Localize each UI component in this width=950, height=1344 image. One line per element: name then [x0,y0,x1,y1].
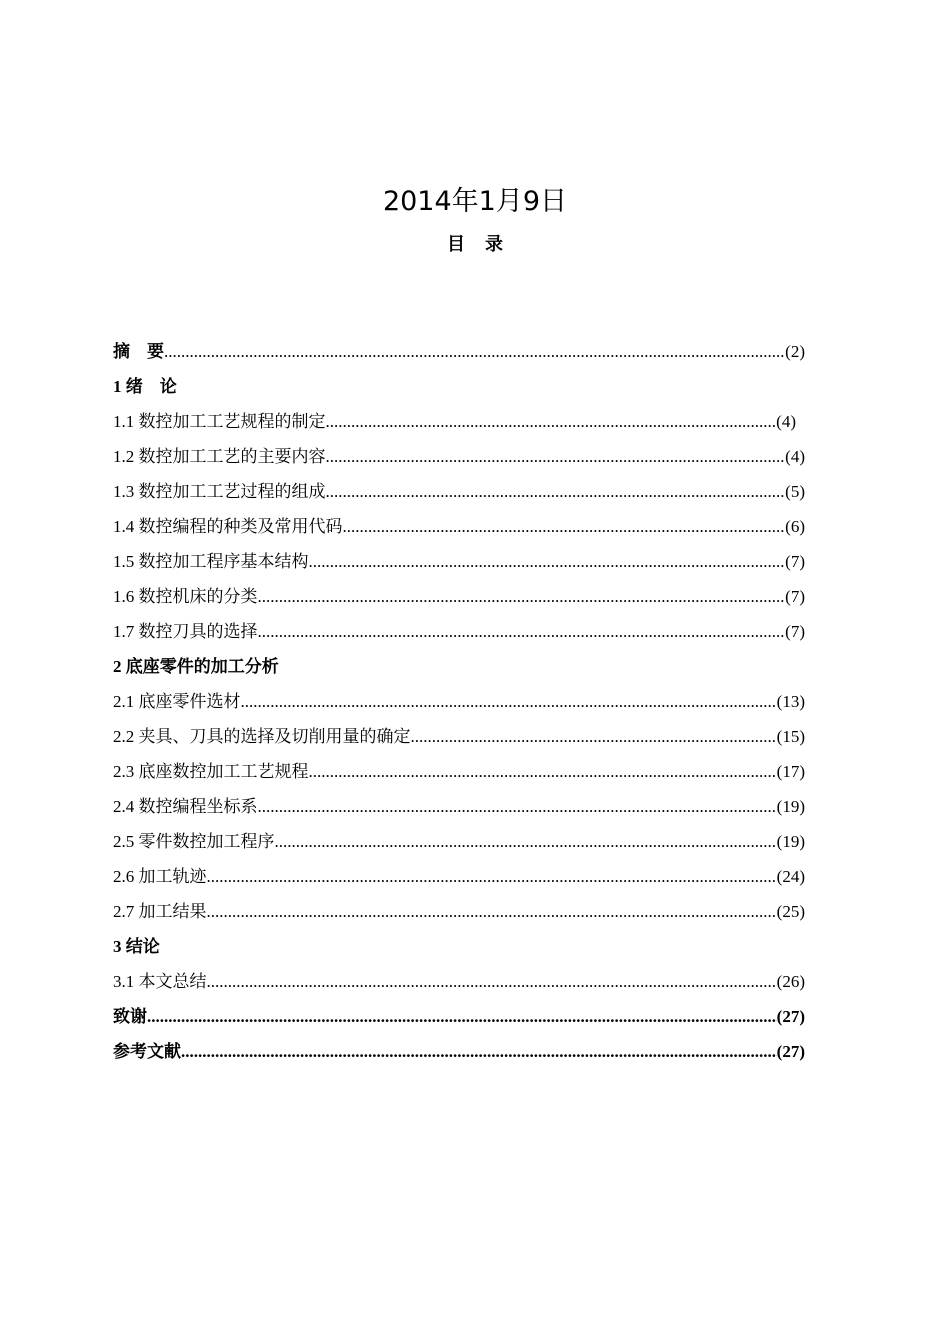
toc-entry-page: (7) [785,587,805,606]
toc-leader-dots [207,859,777,894]
toc-entry-label: 1.4 数控编程的种类及常用代码 [113,517,343,536]
toc-entry-page: (13) [776,692,805,711]
toc-entry-page: (4) [785,447,805,466]
toc-entry-abstract[interactable] [113,334,805,369]
toc-entry-label: 2.7 加工结果 [113,902,207,921]
toc-entry-label: 1.3 数控加工工艺过程的组成 [113,482,326,501]
toc-entry-label: 2.2 夹具、刀具的选择及切削用量的确定 [113,727,411,746]
toc-entry-page: (19) [776,797,805,816]
toc-entry-3-1[interactable] [113,964,805,999]
toc-entry-label: 1.2 数控加工工艺的主要内容 [113,447,326,466]
toc-entry-label: 1.6 数控机床的分类 [113,587,258,606]
toc-leader-dots [343,509,786,544]
toc-entry-label: 2.3 底座数控加工工艺规程 [113,762,309,781]
toc-leader-dots [309,544,786,579]
toc-entry-page: (7) [785,552,805,571]
toc-leader-dots [241,684,777,719]
toc-entry-2-4[interactable] [113,789,805,824]
toc-entry-2-2[interactable] [113,719,805,754]
toc-entry-label: 摘 要 [113,342,164,361]
toc-entry-page: (25) [776,902,805,921]
toc-leader-dots [181,1034,777,1069]
toc-leader-dots [326,439,786,474]
toc-leader-dots [326,474,786,509]
toc-leader-dots [411,719,777,754]
toc-entry-page: (19) [776,832,805,851]
toc-entry-1-7[interactable] [113,614,805,649]
toc-entry-label: 2.5 零件数控加工程序 [113,832,275,851]
document-date: 2014年1月9日 [382,186,568,217]
toc-leader-dots [164,334,785,369]
toc-entry-page: (17) [776,762,805,781]
toc-entry-2-3[interactable] [113,754,805,789]
toc-entry-page: (7) [785,622,805,641]
toc-entry-label: 参考文献 [113,1042,181,1061]
toc-leader-dots [258,789,777,824]
toc-entry-page: (15) [776,727,805,746]
toc-entry-page: (6) [785,517,805,536]
toc-entry-1-5[interactable] [113,544,805,579]
toc-entry-1-1[interactable] [113,404,796,439]
toc-leader-dots [258,614,786,649]
toc-entry-page: (27) [776,1007,805,1026]
toc-entry-label: 1.7 数控刀具的选择 [113,622,258,641]
toc-leader-dots [309,754,777,789]
toc-entry-page: (5) [785,482,805,501]
toc-entry-page: (24) [776,867,805,886]
toc-entry-label: 2.1 底座零件选材 [113,692,241,711]
toc-entry-page: (4) [776,412,796,431]
table-of-contents [113,334,805,1069]
toc-entry-label: 1.5 数控加工程序基本结构 [113,552,309,571]
toc-entry-2-6[interactable] [113,859,805,894]
toc-entry-page: (2) [785,342,805,361]
toc-entry-label: 1.1 数控加工工艺规程的制定 [113,412,326,431]
toc-entry-acknowledgements[interactable] [113,999,805,1034]
toc-section-2[interactable]: 2 底座零件的加工分析 [113,657,279,676]
toc-entry-2-5[interactable] [113,824,805,859]
toc-entry-label: 2.6 加工轨迹 [113,867,207,886]
toc-entry-label: 致谢 [113,1007,147,1026]
toc-leader-dots [275,824,777,859]
toc-entry-page: (26) [776,972,805,991]
toc-entry-1-4[interactable] [113,509,805,544]
toc-section-3[interactable]: 3 结论 [113,937,160,956]
toc-entry-page: (27) [776,1042,805,1061]
toc-title: 目录 [447,234,523,255]
toc-entry-2-7[interactable] [113,894,805,929]
toc-leader-dots [207,894,777,929]
toc-entry-1-2[interactable] [113,439,805,474]
toc-leader-dots [258,579,786,614]
toc-leader-dots [147,999,777,1034]
toc-leader-dots [207,964,777,999]
toc-section-1[interactable]: 1 绪 论 [113,377,177,396]
toc-entry-1-6[interactable] [113,579,805,614]
toc-entry-2-1[interactable] [113,684,805,719]
toc-entry-label: 2.4 数控编程坐标系 [113,797,258,816]
toc-entry-references[interactable] [113,1034,805,1069]
toc-entry-label: 3.1 本文总结 [113,972,207,991]
toc-leader-dots [326,404,777,439]
toc-entry-1-3[interactable] [113,474,805,509]
